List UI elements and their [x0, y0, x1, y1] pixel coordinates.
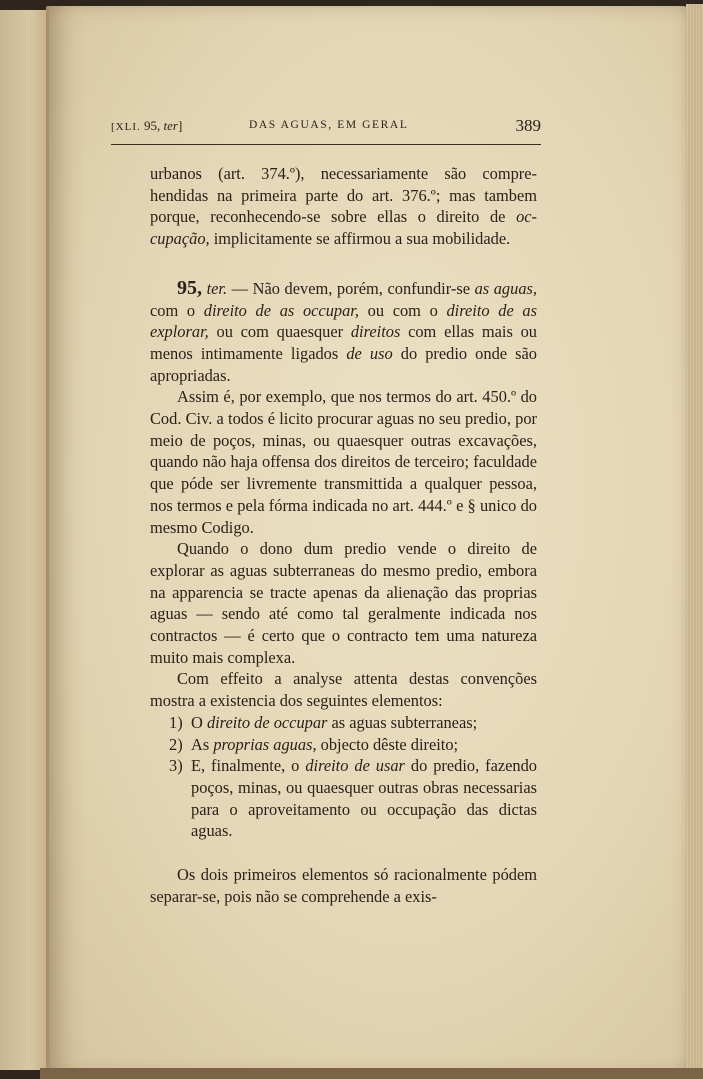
- list-item: 1) O direito de occupar as aguas subterraneas;: [169, 712, 478, 732]
- paragraph: Assim é, por exemplo, que nos termos do art. 450.º do Cod. Civ. a todos é licito procurar aguas no seu predio, por meio de poços, minas, ou quaesquer outras excavações, quando não haja offensa dos direitos de terceiro; faculdade que póde ser livremente transmittida a qualquer pessoa, nos termos e pela fórma indicada no art. 444.º e § unico do mesmo Codigo.: [150, 387, 537, 537]
- paragraph: Com effeito a analyse attenta destas convenções mostra a existencia dos seguintes elementos:: [150, 669, 537, 711]
- header-rule: [111, 144, 541, 145]
- header-title: DAS AGUAS, EM GERAL: [249, 119, 409, 131]
- list-item: 2) As proprias aguas, objecto dêste direito;: [169, 734, 459, 754]
- paragraph: urbanos (art. 374.º), necessariamente são compre- hendidas na primeira parte do art. 376.º; mas tambem porque, reconhecendo-se sobre ellas o direito de oc-cupação, implicitamente se affirmou a sua mobilidade.: [150, 164, 537, 249]
- running-header: [111, 116, 541, 138]
- section-number: 95,: [177, 276, 202, 299]
- page-number: 389: [515, 116, 541, 135]
- section-paragraph: 95, ter. — Não devem, porém, confundir-se as aguas, com o direito de as occupar, ou com o direito de as explorar, ou com quaesquer direitos com ellas mais ou menos intimamente ligados de uso do predio onde são apropriadas.: [150, 276, 537, 385]
- paragraph: Quando o dono dum predio vende o direito de explorar as aguas subterraneas do mesmo predio, embora na apparencia se tracte apenas da alienação das proprias aguas — sendo até como tal geralmente indicada nos contractos — é certo que o contracto tem uma natureza muito mais complexa.: [150, 539, 537, 667]
- page-stack-edge: [686, 4, 703, 1076]
- header-reference: [XLI. 95, ter]: [111, 118, 183, 133]
- body-text: [150, 163, 537, 908]
- paragraph: Os dois primeiros elementos só racionalmente pódem separar-se, pois não se comprehende a exis-: [150, 865, 537, 906]
- list-item: 3) E, finalmente, o direito de usar do predio, fazendo poços, minas, ou quaesquer outras obras necessarias para o aproveitamento ou occupação das dictas aguas.: [169, 756, 537, 841]
- book-bottom-edge: [40, 1068, 703, 1079]
